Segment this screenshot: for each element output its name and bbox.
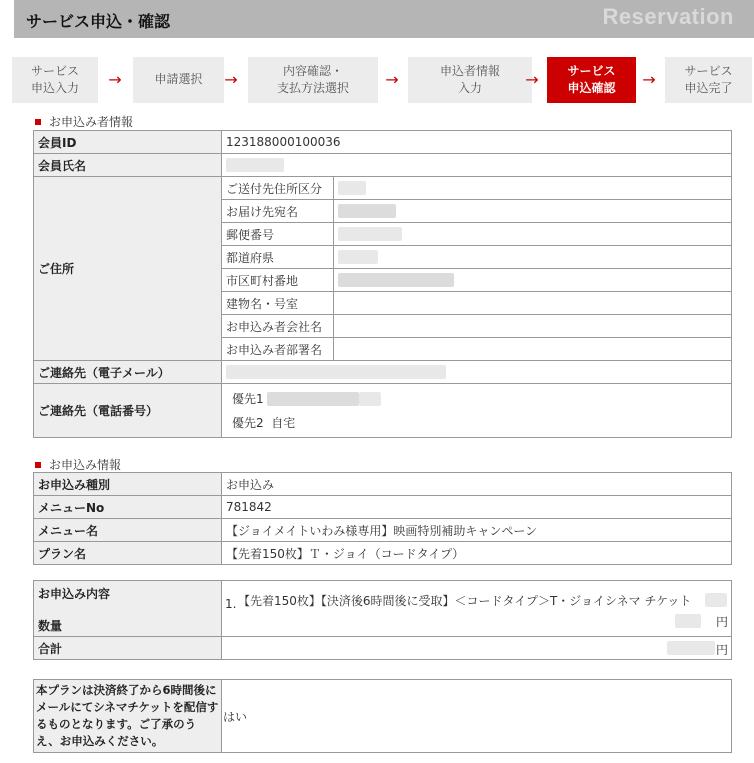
application-type-value: お申込み xyxy=(222,473,732,496)
table-row xyxy=(34,154,732,177)
building-value xyxy=(334,292,732,315)
address-label: ご住所 xyxy=(34,177,222,361)
header-watermark: Reservation xyxy=(602,4,734,29)
phone-priority2-label: 優先2 xyxy=(232,415,264,430)
company-label: お申込み者会社名 xyxy=(222,315,334,338)
table-row xyxy=(34,131,732,154)
step-arrow-icon: → xyxy=(385,70,399,89)
phone-priority1-label: 優先1 xyxy=(232,391,264,406)
step-arrow-icon: → xyxy=(525,70,539,89)
step-application-select: 申請選択 xyxy=(133,57,224,103)
address-type-value xyxy=(334,177,732,200)
company-value xyxy=(334,315,732,338)
bullet-icon xyxy=(35,462,41,468)
phone-home-label: 自宅 xyxy=(271,415,296,430)
menu-no-value: 781842 xyxy=(222,496,732,519)
contents-label-cell xyxy=(34,581,222,637)
prefecture-value xyxy=(334,246,732,269)
member-name-value xyxy=(222,154,732,177)
contents-value xyxy=(222,581,732,637)
department-label: お申込み者部署名 xyxy=(222,338,334,361)
city-value xyxy=(334,269,732,292)
progress-steps xyxy=(12,57,752,103)
step-arrow-icon: → xyxy=(224,70,238,89)
table-row xyxy=(34,496,732,519)
application-heading: お申込み情報 xyxy=(35,456,121,473)
menu-no-label: メニューNo xyxy=(34,496,222,519)
table-row xyxy=(34,361,732,384)
table-row xyxy=(34,542,732,565)
building-label: 建物名・号室 xyxy=(222,292,334,315)
table-row xyxy=(34,473,732,496)
city-label: 市区町村番地 xyxy=(222,269,334,292)
application-type-label: お申込み種別 xyxy=(34,473,222,496)
step-applicant-info: 申込者情報 入力 xyxy=(408,57,532,103)
step-arrow-icon: → xyxy=(108,70,122,89)
table-row xyxy=(34,581,732,637)
total-yen: 円 xyxy=(715,643,728,657)
member-id-value: 123188000100036 xyxy=(222,131,732,154)
table-row xyxy=(34,680,732,753)
recipient-value xyxy=(334,200,732,223)
quantity-label: 数量 xyxy=(38,619,63,633)
member-name-label: 会員氏名 xyxy=(34,154,222,177)
confirm-table xyxy=(33,679,732,753)
phone-label: ご連絡先（電話番号） xyxy=(34,384,222,438)
menu-name-value: 【ジョイメイトいわみ様専用】映画特別補助キャンペーン xyxy=(222,519,732,542)
step-service-complete: サービス 申込完了 xyxy=(665,57,752,103)
page-header xyxy=(14,0,754,38)
address-type-label: ご送付先住所区分 xyxy=(222,177,334,200)
step-arrow-icon: → xyxy=(642,70,656,89)
table-row xyxy=(34,177,732,200)
recipient-label: お届け先宛名 xyxy=(222,200,334,223)
phone-value xyxy=(222,384,732,438)
member-id-label: 会員ID xyxy=(34,131,222,154)
postal-code-label: 郵便番号 xyxy=(222,223,334,246)
total-label: 合計 xyxy=(34,637,222,660)
confirm-answer: はい xyxy=(222,680,732,753)
applicant-table xyxy=(33,130,732,438)
item-text: 【先着150枚】【決済後6時間後に受取】＜コードタイプ＞T・ジョイシネマ チケット xyxy=(238,594,692,608)
page-title: サービス申込・確認 xyxy=(26,12,171,31)
item-number: 1. xyxy=(225,597,237,611)
plan-name-value: 【先着150枚】Ｔ・ジョイ（コードタイプ） xyxy=(222,542,732,565)
confirm-question: 本プランは決済終了から6時間後にメールにてシネマチケットを配信するものとなります。ご了承のうえ、お申込みください。 xyxy=(34,680,222,753)
total-value xyxy=(222,637,732,660)
menu-name-label: メニュー名 xyxy=(34,519,222,542)
contents-label: お申込み内容 xyxy=(38,587,111,601)
contents-table xyxy=(33,580,732,660)
item-yen: 円 xyxy=(715,615,728,629)
step-service-confirm: サービス 申込確認 xyxy=(547,57,636,103)
table-row xyxy=(34,519,732,542)
email-label: ご連絡先（電子メール） xyxy=(34,361,222,384)
table-row xyxy=(34,637,732,660)
applicant-heading: お申込み者情報 xyxy=(35,113,133,130)
step-confirm-payment: 内容確認・ 支払方法選択 xyxy=(248,57,378,103)
bullet-icon xyxy=(35,119,41,125)
prefecture-label: 都道府県 xyxy=(222,246,334,269)
plan-name-label: プラン名 xyxy=(34,542,222,565)
email-value xyxy=(222,361,732,384)
step-service-input: サービス 申込入力 xyxy=(12,57,98,103)
application-table xyxy=(33,472,732,565)
department-value xyxy=(334,338,732,361)
postal-code-value xyxy=(334,223,732,246)
table-row xyxy=(34,384,732,438)
